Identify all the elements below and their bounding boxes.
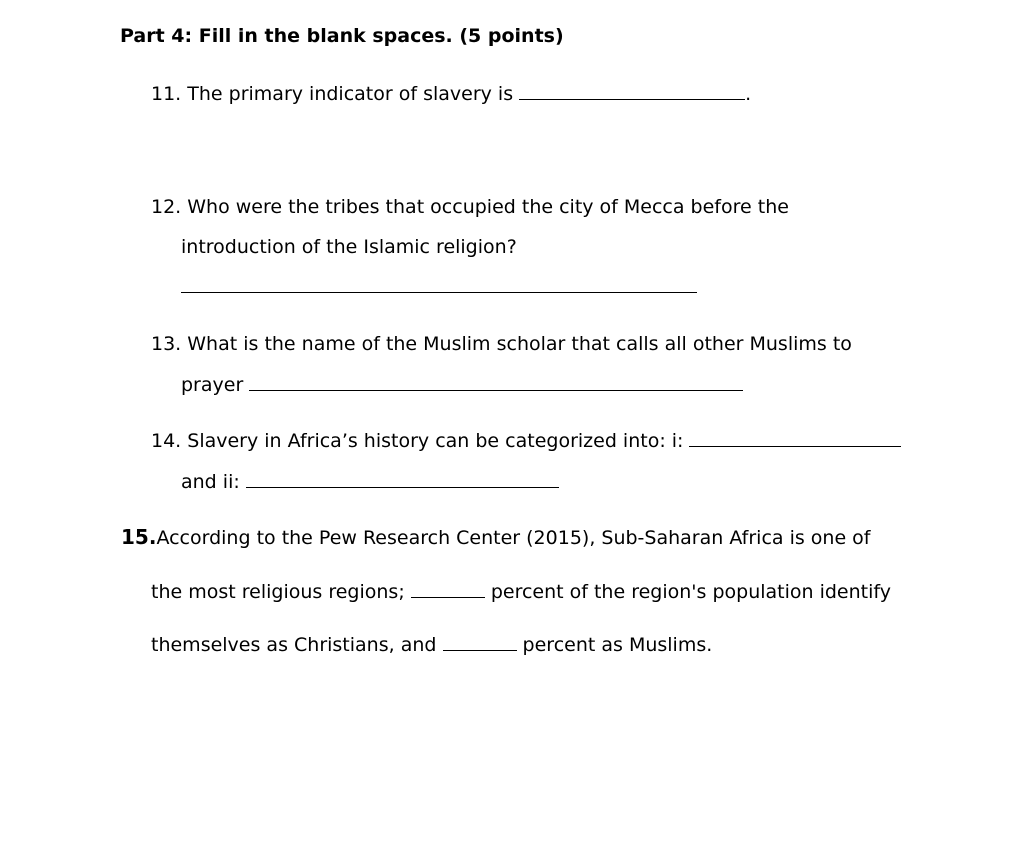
question-number: 11.	[151, 83, 182, 105]
question-11	[151, 81, 751, 106]
question-text: the most religious regions;	[151, 581, 405, 603]
answer-blank-13[interactable]	[249, 372, 743, 391]
answer-blank-12[interactable]	[181, 292, 697, 293]
question-number: 13.	[151, 333, 182, 355]
question-14	[151, 428, 901, 453]
question-12-continuation: introduction of the Islamic religion?	[181, 236, 517, 258]
part-heading: Part 4: Fill in the blank spaces. (5 points)	[120, 25, 564, 47]
question-14-continuation	[181, 469, 559, 494]
question-15	[121, 525, 871, 550]
question-text: The primary indicator of slavery is	[187, 83, 514, 105]
answer-blank-14-ii[interactable]	[246, 469, 559, 488]
question-13	[151, 332, 852, 356]
question-15-line-3	[151, 632, 712, 657]
question-12	[151, 195, 789, 219]
answer-blank-11[interactable]	[519, 81, 745, 100]
answer-blank-15-christians[interactable]	[411, 579, 485, 598]
question-text: Slavery in Africa’s history can be categorized into: i:	[187, 430, 684, 452]
question-text: What is the name of the Muslim scholar that calls all other Muslims to	[187, 333, 852, 355]
answer-blank-15-muslims[interactable]	[443, 632, 517, 651]
question-text: percent as Muslims.	[522, 634, 713, 656]
question-text: According to the Pew Research Center (2015), Sub-Saharan Africa is one of	[156, 527, 871, 549]
question-number: 15.	[121, 525, 157, 549]
question-punctuation: .	[745, 83, 752, 105]
question-text: percent of the region's population identify	[490, 581, 891, 603]
question-13-continuation	[181, 372, 743, 397]
question-text: Who were the tribes that occupied the city of Mecca before the	[187, 196, 789, 218]
answer-blank-14-i[interactable]	[689, 428, 901, 447]
question-number: 14.	[151, 430, 182, 452]
question-text: and ii:	[181, 471, 240, 493]
question-15-line-2	[151, 579, 891, 604]
question-text: themselves as Christians, and	[151, 634, 437, 656]
question-text: prayer	[181, 374, 244, 396]
question-number: 12.	[151, 196, 182, 218]
